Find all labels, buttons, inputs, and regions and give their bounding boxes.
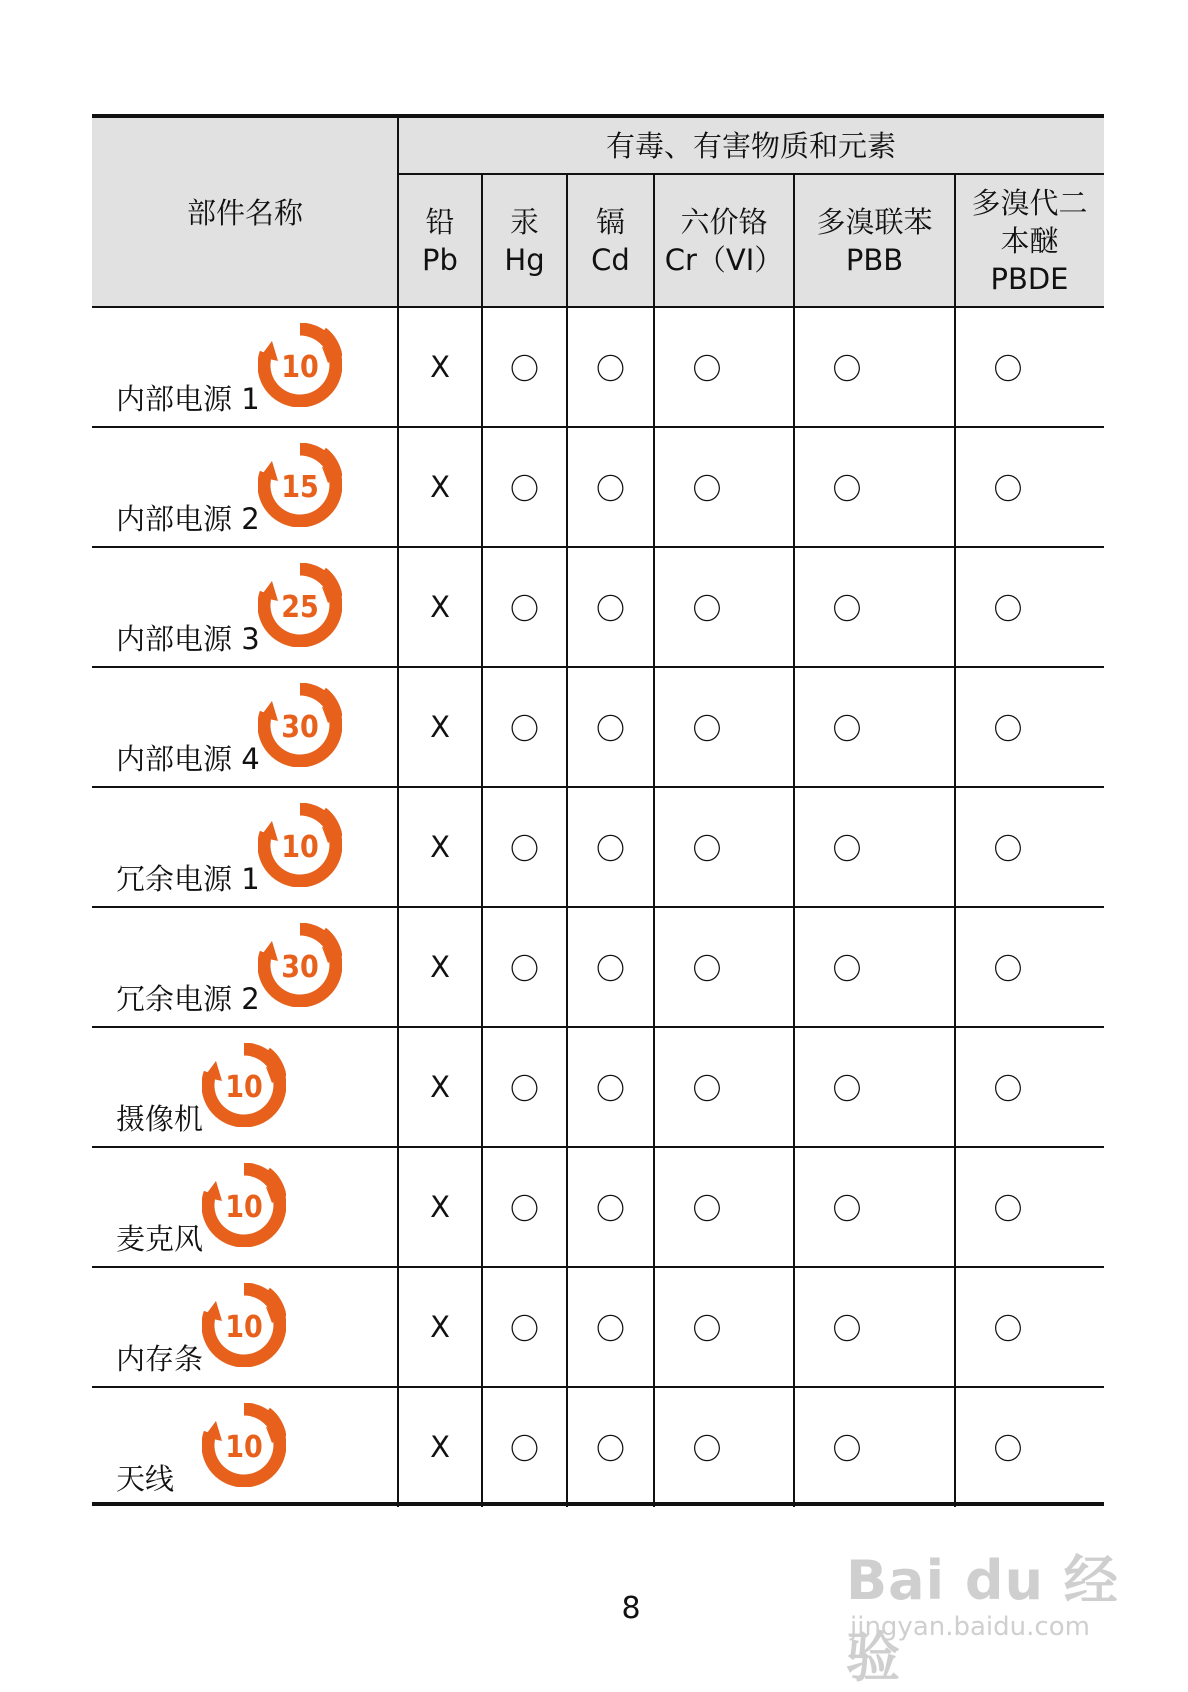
substance-cell: 〇 [832, 351, 862, 386]
substance-cell: 〇 [832, 1071, 862, 1106]
substance-cell: 〇 [509, 351, 539, 386]
substances-group-header [398, 118, 1104, 174]
column-header-3 [654, 174, 794, 307]
substance-cell: 〇 [509, 711, 539, 746]
column-header-line1: 多溴联苯 [816, 204, 933, 239]
component-name-header-text: 部件名称 [186, 195, 303, 230]
column-header-line2: Pb [422, 242, 458, 277]
divider-line [92, 546, 1104, 548]
divider-line [92, 1386, 1104, 1388]
divider-line [92, 1266, 1104, 1268]
divider-line [92, 786, 1104, 788]
substance-cell: 〇 [595, 1191, 625, 1226]
component-name: 天线 [116, 1462, 175, 1496]
epup-years: 10 [225, 1430, 263, 1465]
table-row [92, 1027, 1104, 1147]
watermark-url: jingyan.baidu.com [850, 1612, 1090, 1642]
substance-cell: 〇 [993, 1311, 1023, 1346]
substance-cell: 〇 [692, 1431, 722, 1466]
substances-group-header-text: 有毒、有害物质和元素 [605, 129, 896, 163]
epup-years: 30 [281, 950, 319, 985]
substance-cell: X [430, 950, 450, 984]
component-name: 内部电源 1 [116, 382, 260, 416]
substance-cell: 〇 [595, 471, 625, 506]
substance-cell: 〇 [692, 951, 722, 986]
table-row [92, 907, 1104, 1027]
divider-line [92, 666, 1104, 668]
column-header-1 [482, 174, 567, 307]
substance-cell: 〇 [692, 1311, 722, 1346]
component-name-header [92, 118, 398, 307]
epup-years: 10 [281, 350, 319, 385]
column-header-line2: Hg [504, 242, 545, 277]
substance-cell: 〇 [993, 951, 1023, 986]
substance-cell: 〇 [832, 471, 862, 506]
substance-cell: 〇 [993, 351, 1023, 386]
substance-cell: 〇 [692, 1071, 722, 1106]
divider-line [398, 173, 1104, 175]
component-name: 内部电源 4 [116, 742, 260, 776]
substance-cell: 〇 [509, 471, 539, 506]
divider-line [481, 174, 483, 1507]
divider-line [92, 306, 1104, 308]
substance-cell: 〇 [692, 471, 722, 506]
epup-logo-icon [258, 323, 342, 407]
column-header-line2: 本醚 [1000, 223, 1059, 258]
table-row [92, 787, 1104, 907]
substance-cell: 〇 [509, 951, 539, 986]
divider-line [92, 426, 1104, 428]
column-header-line1: 镉 [595, 204, 625, 239]
divider-line [954, 174, 956, 1507]
page-number: 8 [621, 1591, 641, 1626]
substance-cell: 〇 [595, 1431, 625, 1466]
substance-cell: 〇 [832, 591, 862, 626]
epup-logo-icon [202, 1283, 286, 1367]
divider-line [92, 1026, 1104, 1028]
table-row [92, 1267, 1104, 1387]
epup-years: 10 [225, 1310, 263, 1345]
epup-years: 10 [225, 1070, 263, 1105]
component-name: 麦克风 [116, 1222, 204, 1256]
substance-cell: 〇 [509, 1311, 539, 1346]
epup-years: 30 [281, 710, 319, 745]
substance-cell: 〇 [595, 951, 625, 986]
epup-years: 10 [281, 830, 319, 865]
epup-logo-icon [258, 803, 342, 887]
table-row [92, 427, 1104, 547]
column-header-line1: 汞 [509, 204, 539, 239]
component-name: 摄像机 [116, 1102, 204, 1136]
substance-cell: 〇 [993, 471, 1023, 506]
substance-cell: 〇 [832, 1191, 862, 1226]
substance-cell: 〇 [993, 831, 1023, 866]
table-row [92, 1387, 1104, 1507]
divider-line [653, 174, 655, 1507]
substance-cell: X [430, 350, 450, 384]
substance-cell: 〇 [993, 1431, 1023, 1466]
epup-logo-icon [258, 443, 342, 527]
component-name: 冗余电源 2 [116, 982, 260, 1016]
substance-cell: X [430, 1190, 450, 1224]
component-name: 内存条 [116, 1342, 204, 1376]
substance-cell: 〇 [595, 831, 625, 866]
table-row [92, 547, 1104, 667]
substance-cell: X [430, 1070, 450, 1104]
component-name: 内部电源 3 [116, 622, 260, 656]
substance-cell: 〇 [993, 711, 1023, 746]
column-header-line2: Cd [591, 242, 630, 277]
epup-logo-icon [202, 1163, 286, 1247]
epup-logo-icon [202, 1403, 286, 1487]
column-header-line2: PBB [845, 242, 904, 277]
substance-cell: 〇 [832, 831, 862, 866]
substance-cell: 〇 [509, 1071, 539, 1106]
substance-cell: X [430, 470, 450, 504]
substance-cell: 〇 [595, 1311, 625, 1346]
substance-cell: 〇 [993, 591, 1023, 626]
substance-cell: 〇 [509, 1431, 539, 1466]
substance-cell: X [430, 590, 450, 624]
substance-cell: 〇 [595, 1071, 625, 1106]
substance-cell: X [430, 1310, 450, 1344]
epup-logo-icon [258, 683, 342, 767]
column-header-0 [398, 174, 482, 307]
epup-years: 15 [281, 470, 319, 505]
component-name: 内部电源 2 [116, 502, 260, 536]
substance-cell: 〇 [509, 591, 539, 626]
substance-cell: 〇 [832, 951, 862, 986]
column-header-2 [567, 174, 654, 307]
column-header-5 [955, 174, 1104, 307]
column-header-line1: 铅 [425, 204, 455, 239]
watermark-brand: Bai du 经验 [846, 1549, 1119, 1689]
column-header-line3: PBDE [990, 261, 1069, 296]
table-row [92, 1147, 1104, 1267]
substance-cell: X [430, 1430, 450, 1464]
substance-cell: 〇 [595, 711, 625, 746]
column-header-line2: Cr（VI） [664, 242, 784, 277]
substance-cell: 〇 [832, 1431, 862, 1466]
baidu-jingyan-watermark [846, 1510, 1146, 1689]
divider-line [793, 174, 795, 1507]
substance-cell: 〇 [692, 591, 722, 626]
substance-cell: 〇 [993, 1191, 1023, 1226]
epup-logo-icon [258, 563, 342, 647]
epup-years: 25 [281, 590, 319, 625]
divider-line [566, 174, 568, 1507]
epup-years: 10 [225, 1190, 263, 1225]
substance-cell: 〇 [692, 711, 722, 746]
substance-cell: X [430, 710, 450, 744]
substance-cell: X [430, 830, 450, 864]
column-header-line1: 六价铬 [680, 204, 768, 239]
divider-line [92, 906, 1104, 908]
substance-cell: 〇 [832, 711, 862, 746]
substance-cell: 〇 [692, 831, 722, 866]
divider-line [397, 118, 399, 1507]
table-row [92, 667, 1104, 787]
substance-cell: 〇 [595, 591, 625, 626]
substance-cell: 〇 [993, 1071, 1023, 1106]
table-row [92, 307, 1104, 427]
substance-cell: 〇 [509, 1191, 539, 1226]
column-header-4 [794, 174, 955, 307]
substance-cell: 〇 [832, 1311, 862, 1346]
substance-cell: 〇 [692, 1191, 722, 1226]
column-header-line1: 多溴代二 [971, 185, 1088, 220]
substance-cell: 〇 [509, 831, 539, 866]
component-name: 冗余电源 1 [116, 862, 260, 896]
epup-logo-icon [258, 923, 342, 1007]
epup-logo-icon [202, 1043, 286, 1127]
hazardous-substances-table [92, 114, 1104, 1506]
divider-line [92, 1146, 1104, 1148]
substance-cell: 〇 [595, 351, 625, 386]
substance-cell: 〇 [692, 351, 722, 386]
